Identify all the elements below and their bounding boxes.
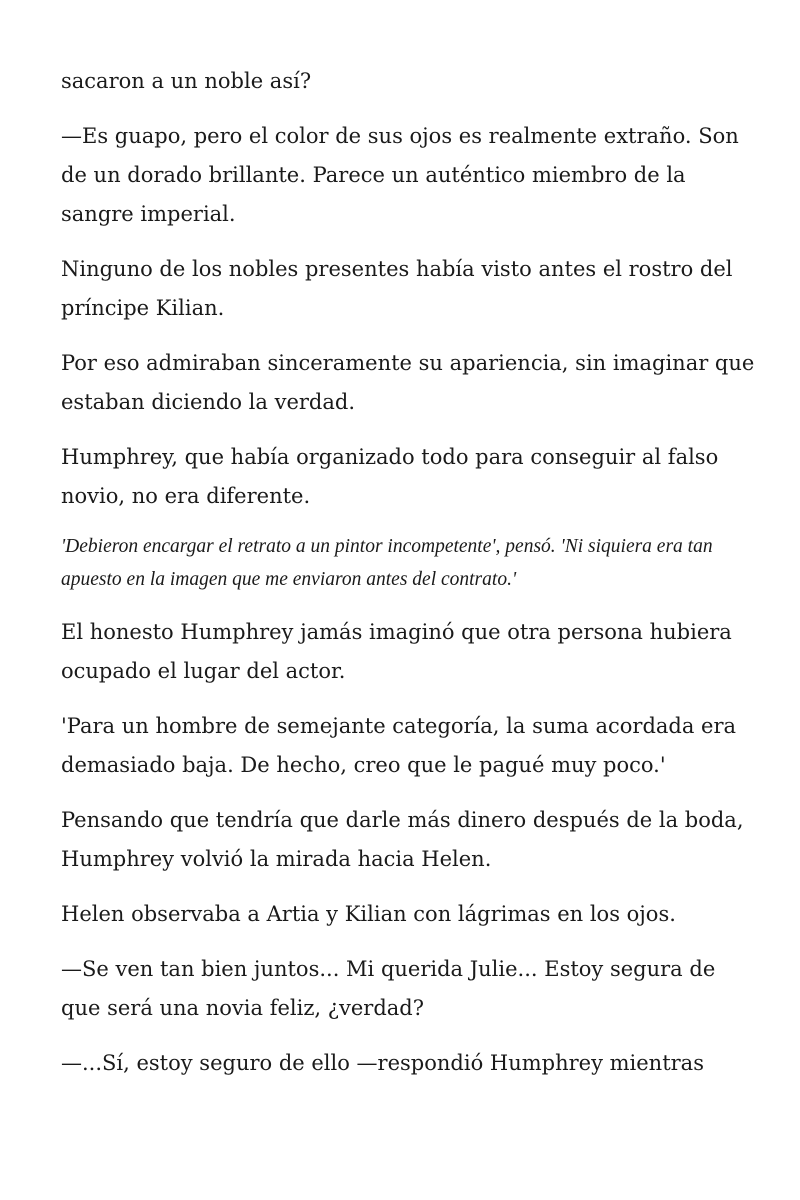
paragraph: —Es guapo, pero el color de sus ojos es realmente extraño. Son de un dorado brillante. Parece un auténtico miembro de la sangre imperial. [61,124,739,226]
paragraph: sacaron a un noble así? [61,69,312,93]
paragraph: —...Sí, estoy seguro de ello —respondió Humphrey mientras [61,1051,704,1075]
paragraph: Por eso admiraban sinceramente su apariencia, sin imaginar que estaban diciendo la verdad. [61,351,755,414]
paragraph: 'Para un hombre de semejante categoría, la suma acordada era demasiado baja. De hecho, creo que le pagué muy poco.' [61,714,737,777]
paragraph: —Se ven tan bien juntos... Mi querida Julie... Estoy segura de que será una novia feliz, ¿verdad? [61,957,716,1020]
italic-thought-paragraph: 'Debieron encargar el retrato a un pintor incompetente', pensó. 'Ni siquiera era tan apuesto en la imagen que me enviaron antes del contrato.' [61,536,713,590]
paragraph: Humphrey, que había organizado todo para conseguir al falso novio, no era diferente. [61,445,719,508]
paragraph: Helen observaba a Artia y Kilian con lágrimas en los ojos. [61,902,676,926]
paragraph: Pensando que tendría que darle más dinero después de la boda, Humphrey volvió la mirada hacia Helen. [61,808,744,871]
paragraph: Ninguno de los nobles presentes había visto antes el rostro del príncipe Kilian. [61,257,733,320]
paragraph: El honesto Humphrey jamás imaginó que otra persona hubiera ocupado el lugar del actor. [61,620,732,683]
